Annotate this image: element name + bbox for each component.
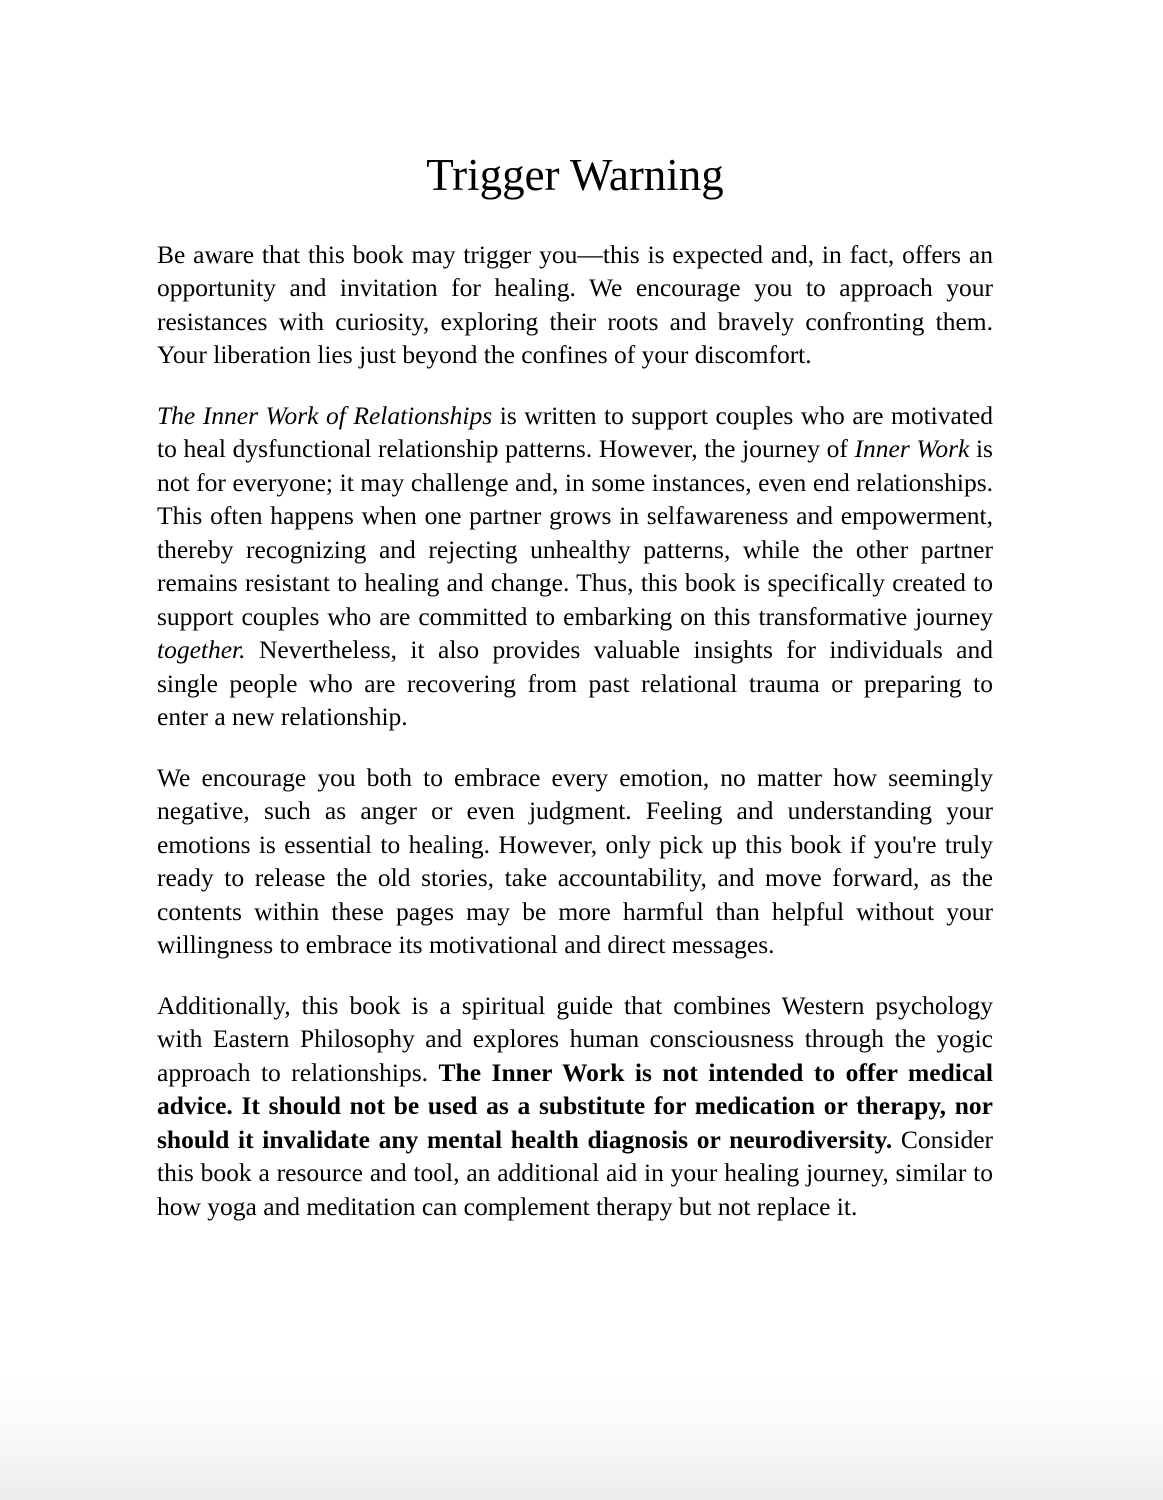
paragraph <box>157 238 993 372</box>
text-run-normal: is written to support couples who are motivated to heal dysfunctional relationship patterns. However, the journey of <box>157 400 993 464</box>
paragraph <box>157 399 993 734</box>
paragraph <box>157 989 993 1224</box>
text-run-normal: Be aware that this book may trigger you—this is expected and, in fact, offers an opportunity and invitation for healing. We encourage you to approach your resistances with curiosity, exploring their roots and bravely confronting them. Your liberation lies just beyond the confines of your discomfort. <box>157 239 993 370</box>
text-run-italic: Inner Work <box>854 434 970 464</box>
text-run-normal: is not for everyone; it may challenge and, in some instances, even end relationships. This often happens when one partner grows in selfawareness and empowerment, thereby recognizing and rejecting unhealthy patterns, while the other partner remains resistant to healing and change. Thus, this book is specifically created to support couples who are committed to embarking on this transformative journey <box>157 434 993 631</box>
text-run-normal: We encourage you both to embrace every emotion, no matter how seemingly negative, such as anger or even judgment. Feeling and understanding your emotions is essential to healing. However, only pick up this book if you're truly ready to release the old stories, take accountability, and move forward, as the contents within these pages may be more harmful than helpful without your willingness to embrace its motivational and direct messages. <box>157 762 993 960</box>
paragraph <box>157 761 993 962</box>
page-content <box>157 238 993 1224</box>
text-run-bold: The Inner Work is not intended to offer medical advice. It should not be used as a substitute for medication or therapy, nor should it invalidate any mental health diagnosis or neurodiversity. <box>157 1057 993 1154</box>
text-run-italic: The Inner Work of Relationships <box>157 400 493 430</box>
text-run-normal: Nevertheless, it also provides valuable insights for individuals and single people who are recovering from past relational trauma or preparing to enter a new relationship. <box>157 635 993 732</box>
text-run-normal: Additionally, this book is a spiritual guide that combines Western psychology with Eastern Philosophy and explores human consciousness through the yogic approach to relationships. <box>157 990 993 1087</box>
page-bottom-shade <box>0 1370 1163 1500</box>
text-run-normal: Consider this book a resource and tool, an additional aid in your healing journey, similar to how yoga and meditation can complement therapy but not replace it. <box>157 1124 994 1221</box>
text-run-italic: together. <box>157 635 246 665</box>
page-title: Trigger Warning <box>426 150 724 200</box>
